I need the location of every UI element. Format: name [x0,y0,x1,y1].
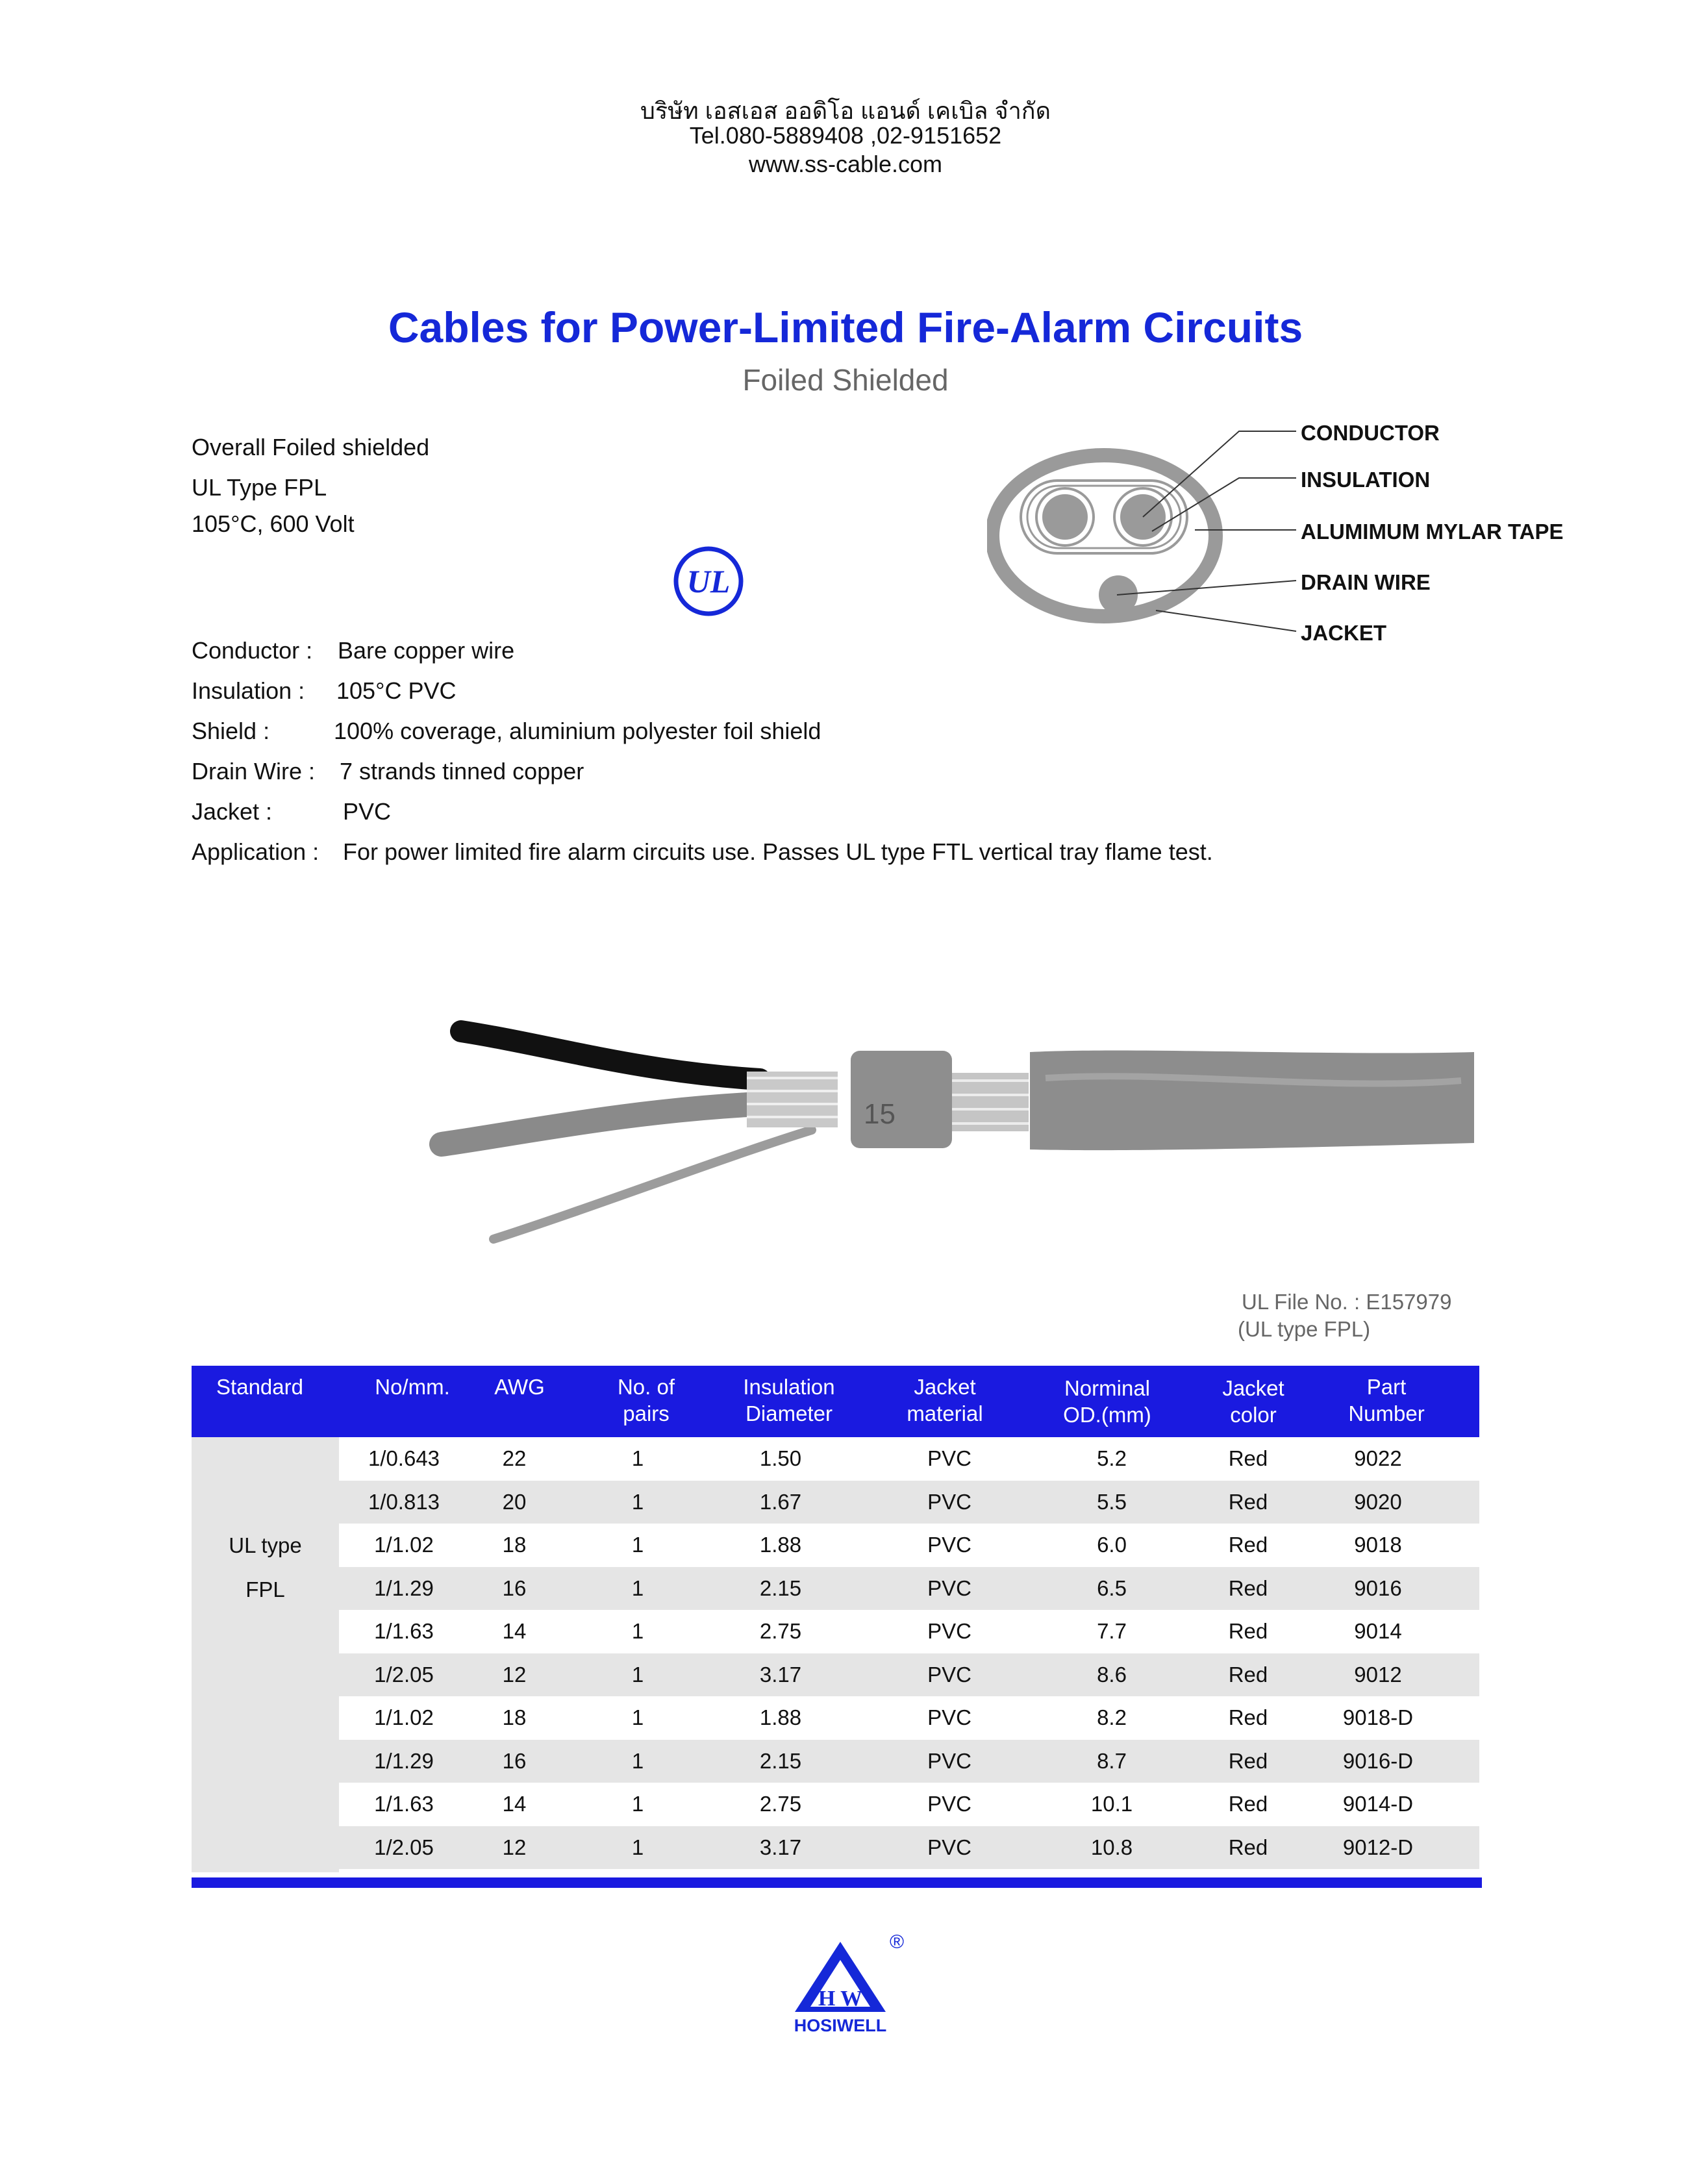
cell-jacket-color: Red [1228,1533,1268,1557]
intro-line-1: Overall Foiled shielded [192,434,430,460]
diagram-label-mylar-tape: ALUMIMUM MYLAR TAPE [1301,520,1564,544]
cable-print-text: 15 [864,1098,896,1130]
th-nominal-od: Norminal OD.(mm) [1063,1376,1151,1427]
cell-insulation-diameter: 3.17 [759,1835,802,1859]
cell-awg: 18 [502,1705,527,1729]
cell-insulation-diameter: 2.15 [759,1575,802,1600]
cell-insulation-diameter: 2.75 [759,1619,802,1643]
company-tel: Tel.080-5889408 ,02-9151652 [689,122,1002,149]
diagram-leader-lines [1104,416,1299,649]
cell-jacket-color: Red [1228,1662,1268,1687]
spec-shield-label: Shield : [192,718,270,744]
spec-drain-label: Drain Wire : [192,758,316,784]
spec-jacket-label: Jacket : [192,798,273,825]
standard-line-1: UL type [229,1533,302,1557]
cell-pairs: 1 [631,1748,644,1773]
cell-part-number: 9020 [1354,1489,1402,1514]
table-row [339,1696,1479,1739]
table-row [339,1567,1479,1610]
intro-line-3: 105°C, 600 Volt [192,510,355,537]
cell-insulation-diameter: 1.67 [759,1489,802,1514]
cell-pairs: 1 [631,1792,644,1816]
th-standard: Standard [216,1375,303,1399]
cell-part-number: 9012 [1354,1662,1402,1687]
cell-no-mm: 1/2.05 [374,1835,434,1859]
table-row [339,1481,1479,1524]
cell-no-mm: 1/1.29 [374,1748,434,1773]
ul-file-type: (UL type FPL) [1238,1317,1371,1341]
diagram-label-conductor: CONDUCTOR [1301,421,1440,445]
cell-insulation-diameter: 1.50 [759,1446,802,1470]
table-row [339,1653,1479,1696]
hosiwell-name: HOSIWELL [794,2016,887,2035]
cell-no-mm: 1/1.02 [374,1533,434,1557]
table-row [339,1524,1479,1566]
cell-jacket-color: Red [1228,1705,1268,1729]
spec-jacket-value: PVC [343,798,392,825]
spec-application-label: Application : [192,838,319,865]
cell-part-number: 9022 [1354,1446,1402,1470]
cell-jacket-color: Red [1228,1489,1268,1514]
cell-no-mm: 1/1.02 [374,1705,434,1729]
cell-part-number: 9014-D [1342,1792,1414,1816]
hosiwell-logo [794,1929,904,2039]
cell-awg: 20 [502,1489,527,1514]
th-jacket-color: Jacket color [1222,1376,1284,1427]
registered-mark: ® [890,1931,904,1953]
cable-photo [422,1000,1474,1273]
cell-jacket-material: PVC [927,1446,971,1470]
cell-nominal-od: 8.2 [1097,1705,1127,1729]
cell-no-mm: 1/0.643 [368,1446,440,1470]
cell-jacket-color: Red [1228,1835,1268,1859]
cell-nominal-od: 8.7 [1097,1748,1127,1773]
diagram-label-insulation: INSULATION [1301,468,1431,492]
spec-conductor-value: Bare copper wire [338,637,515,664]
th-pairs: No. of pairs [617,1375,675,1425]
cell-nominal-od: 8.6 [1097,1662,1127,1687]
diagram-label-drain-wire: DRAIN WIRE [1301,570,1431,594]
cell-no-mm: 1/1.29 [374,1575,434,1600]
table-header [192,1366,1479,1437]
th-jacket-material: Jacket material [907,1375,983,1425]
cell-part-number: 9018-D [1342,1705,1414,1729]
cell-pairs: 1 [631,1705,644,1729]
cell-pairs: 1 [631,1619,644,1643]
cell-part-number: 9014 [1354,1619,1402,1643]
cell-jacket-material: PVC [927,1792,971,1816]
cell-insulation-diameter: 2.75 [759,1792,802,1816]
cell-jacket-material: PVC [927,1662,971,1687]
table-row [339,1437,1479,1480]
cell-no-mm: 1/1.63 [374,1792,434,1816]
ul-logo [673,546,744,617]
cell-nominal-od: 10.8 [1090,1835,1133,1859]
cell-jacket-material: PVC [927,1533,971,1557]
cell-awg: 18 [502,1533,527,1557]
cell-pairs: 1 [631,1835,644,1859]
table-bottom-bar [192,1877,1482,1888]
cell-nominal-od: 5.5 [1097,1489,1127,1514]
cell-pairs: 1 [631,1489,644,1514]
cell-pairs: 1 [631,1575,644,1600]
cell-jacket-color: Red [1228,1446,1268,1470]
cell-nominal-od: 6.0 [1097,1533,1127,1557]
cell-jacket-color: Red [1228,1575,1268,1600]
cell-jacket-material: PVC [927,1748,971,1773]
cell-nominal-od: 7.7 [1097,1619,1127,1643]
table-row [339,1740,1479,1783]
cell-part-number: 9018 [1354,1533,1402,1557]
spec-shield-value: 100% coverage, aluminium polyester foil shield [334,718,821,744]
cell-insulation-diameter: 3.17 [759,1662,802,1687]
th-insulation-diameter: Insulation Diameter [743,1375,835,1425]
spec-insulation-label: Insulation : [192,677,305,704]
cell-jacket-material: PVC [927,1489,971,1514]
cell-awg: 16 [502,1748,527,1773]
page-title: Cables for Power-Limited Fire-Alarm Circuits [388,303,1303,351]
cell-awg: 14 [502,1619,527,1643]
cell-no-mm: 1/2.05 [374,1662,434,1687]
th-awg: AWG [494,1375,545,1399]
cell-jacket-material: PVC [927,1835,971,1859]
cell-part-number: 9016 [1354,1575,1402,1600]
cell-jacket-material: PVC [927,1705,971,1729]
intro-line-2: UL Type FPL [192,474,327,501]
cell-awg: 12 [502,1835,527,1859]
cell-insulation-diameter: 1.88 [759,1533,802,1557]
cell-no-mm: 1/1.63 [374,1619,434,1643]
cell-awg: 22 [502,1446,527,1470]
table-row [339,1610,1479,1653]
th-no-mm: No/mm. [375,1375,450,1399]
cell-jacket-color: Red [1228,1792,1268,1816]
table-row [339,1783,1479,1826]
company-website[interactable]: www.ss-cable.com [748,151,943,177]
cell-awg: 12 [502,1662,527,1687]
cell-insulation-diameter: 2.15 [759,1748,802,1773]
cell-awg: 16 [502,1575,527,1600]
cell-part-number: 9012-D [1342,1835,1414,1859]
cell-nominal-od: 10.1 [1090,1792,1133,1816]
spec-drain-value: 7 strands tinned copper [340,758,584,784]
cell-nominal-od: 6.5 [1097,1575,1127,1600]
standard-line-2: FPL [245,1577,285,1601]
diagram-label-jacket: JACKET [1301,621,1387,645]
cell-pairs: 1 [631,1446,644,1470]
cell-nominal-od: 5.2 [1097,1446,1127,1470]
ul-logo-text: UL [686,563,731,599]
cell-awg: 14 [502,1792,527,1816]
cell-jacket-material: PVC [927,1575,971,1600]
cell-jacket-material: PVC [927,1619,971,1643]
company-name: บริษัท เอสเอส ออดิโอ แอนด์ เคเบิล จำกัด [640,97,1051,124]
spec-application-value: For power limited fire alarm circuits use. Passes UL type FTL vertical tray flame test. [343,838,1213,865]
cell-jacket-color: Red [1228,1619,1268,1643]
cell-insulation-diameter: 1.88 [759,1705,802,1729]
cell-part-number: 9016-D [1342,1748,1414,1773]
spec-insulation-value: 105°C PVC [336,677,457,704]
table-row [339,1826,1479,1869]
th-part-number: Part Number [1348,1375,1425,1425]
cell-pairs: 1 [631,1662,644,1687]
spec-conductor-label: Conductor : [192,637,313,664]
cell-no-mm: 1/0.813 [368,1489,440,1514]
cell-pairs: 1 [631,1533,644,1557]
cell-jacket-color: Red [1228,1748,1268,1773]
hosiwell-mark: H W [818,1987,863,2011]
standard-cell [192,1437,339,1872]
page-subtitle: Foiled Shielded [742,363,949,397]
ul-file-number: UL File No. : E157979 [1242,1290,1452,1314]
